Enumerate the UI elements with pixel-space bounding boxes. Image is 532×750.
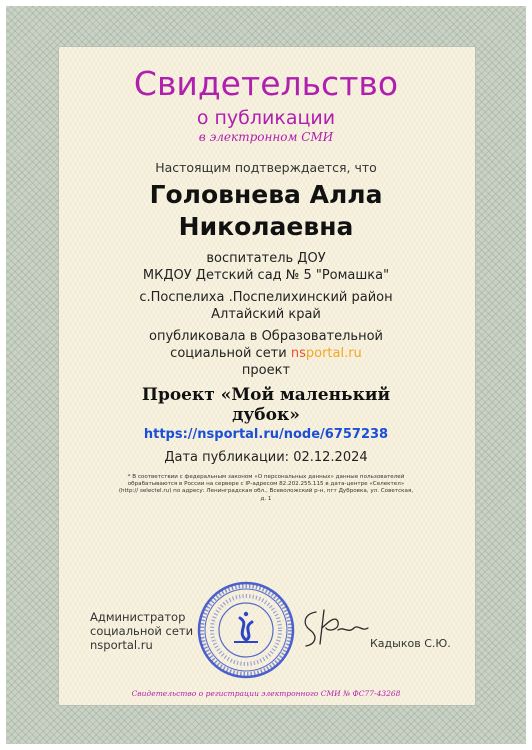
recipient-name-line2: Николаевна <box>178 212 354 241</box>
signature-icon <box>298 604 370 650</box>
legal-note: * В соответствии с федеральным законом «О персональных данных» данные пользователей обрабатываются в России на сервере с IP-адресом 82.202.255.115 в дата-центре «Селектел» (http:// selectel.ru) по адресу: Ленинградская обл., Всеволожский р-н, пгт Дубровка, ул. Советская, д. 1 <box>118 474 414 502</box>
signer-name: Кадыков С.Ю. <box>370 637 451 650</box>
publication-statement <box>0 328 532 379</box>
published-line3: проект <box>241 363 291 378</box>
publication-seal-icon <box>196 580 296 680</box>
publication-date: Дата публикации: 02.12.2024 <box>164 450 368 465</box>
recipient-position <box>0 250 532 284</box>
location-line1: с.Поспелиха .Поспелихинский район <box>139 290 393 305</box>
project-title <box>0 385 532 425</box>
location-line2: Алтайский край <box>211 307 321 322</box>
recipient-name <box>0 179 532 243</box>
confirm-text: Настоящим подтверждается, что <box>155 160 377 175</box>
certificate-subtitle: о публикации <box>196 107 336 129</box>
published-line2 <box>0 345 532 362</box>
admin-line1: Администратор <box>90 610 186 624</box>
certificate-title: Свидетельство <box>133 64 399 103</box>
admin-line2: социальной сети <box>90 624 194 638</box>
project-title-line2: дубок» <box>232 405 300 425</box>
admin-line3: nsportal.ru <box>90 638 153 652</box>
brand-name-part2: portal.ru <box>305 346 362 361</box>
admin-block <box>90 610 193 652</box>
publication-link[interactable]: https://nsportal.ru/node/6757238 <box>143 427 389 442</box>
registration-note: Свидетельство о регистрации электронного СМИ № ФС77-43268 <box>131 689 401 698</box>
position-line2: МКДОУ Детский сад № 5 "Ромашка" <box>142 268 390 283</box>
project-title-line1: Проект «Мой маленький <box>141 385 391 405</box>
recipient-name-line1: Головнева Алла <box>149 180 383 209</box>
published-line1: опубликовала в Образовательной <box>149 329 383 344</box>
position-line1: воспитатель ДОУ <box>206 251 326 266</box>
media-type: в электронном СМИ <box>198 130 334 144</box>
published-line2-prefix: социальной сети <box>170 346 291 361</box>
recipient-location <box>0 289 532 323</box>
brand-name-part1: ns <box>290 346 306 361</box>
